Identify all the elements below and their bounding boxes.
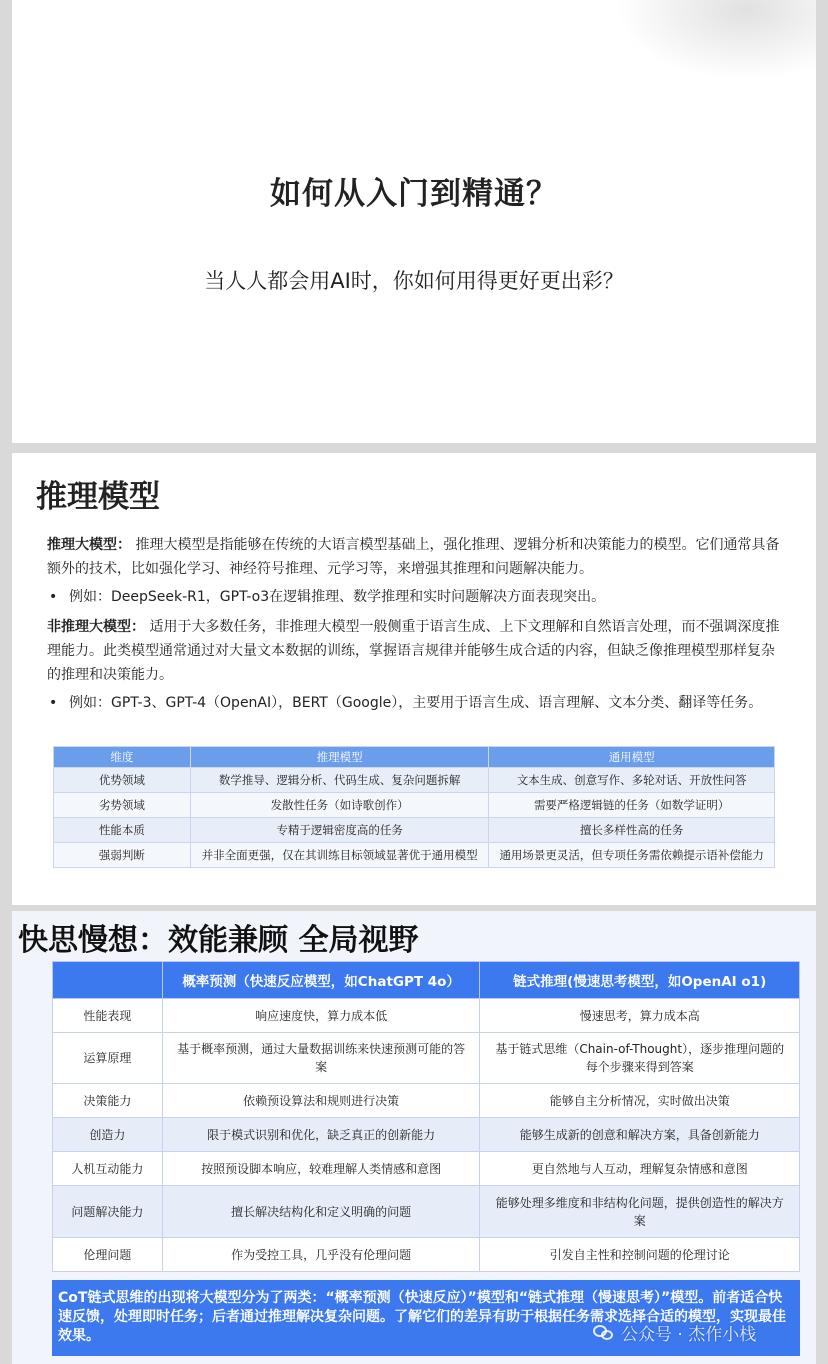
table-row: [53, 999, 800, 1033]
table-row: [53, 1186, 800, 1238]
table-header: 概率预测（快速反应模型，如ChatGPT 4o）: [162, 962, 480, 999]
table-cell: 性能表现: [53, 999, 163, 1033]
table-header: [53, 962, 163, 999]
table-cell: 基于概率预测，通过大量数据训练来快速预测可能的答案: [162, 1033, 480, 1084]
table-row: [54, 843, 775, 868]
slide-body: [47, 533, 787, 721]
summary-box: CoT链式思维的出现将大模型分为了两类：“概率预测（快速反应）”模型和“链式推理（慢速思考）”模型。前者适合快速反馈，处理即时任务；后者通过推理解决复杂问题。了解它们的差异有助于根据任务需求选择合适的模型，实现最佳效果。: [52, 1280, 800, 1356]
cover-subtitle: 当人人都会用AI时，你如何用得更好更出彩？: [204, 269, 624, 293]
reasoning-example: [47, 585, 787, 609]
table-cell: 限于模式识别和优化，缺乏真正的创新能力: [162, 1118, 480, 1152]
table-cell: 性能本质: [54, 818, 191, 843]
slide-cover: [12, 0, 816, 443]
table-cell: 数学推导、逻辑分析、代码生成、复杂问题拆解: [190, 768, 489, 793]
nonreasoning-example-text: 例如：GPT-3、GPT-4（OpenAI），BERT（Google），主要用于语言生成、语言理解、文本分类、翻译等任务。: [69, 695, 763, 711]
table-cell: 引发自主性和控制问题的伦理讨论: [480, 1238, 800, 1272]
table-row: [53, 1152, 800, 1186]
table-cell: 运算原理: [53, 1033, 163, 1084]
table-cell: 并非全面更强，仅在其训练目标领域显著优于通用模型: [190, 843, 489, 868]
table-header: 通用模型: [489, 747, 775, 768]
table-header-row: [53, 962, 800, 999]
table-cell: 优势领域: [54, 768, 191, 793]
slide-title: 推理模型: [36, 479, 160, 515]
corner-decoration: [616, 0, 816, 80]
table-cell: 能够生成新的创意和解决方案，具备创新能力: [480, 1118, 800, 1152]
cover-title: 如何从入门到精通？: [270, 176, 558, 212]
table-header: 链式推理(慢速思考模型，如OpenAI o1): [480, 962, 800, 999]
bullet-dot: •: [49, 695, 58, 711]
table-cell: 依赖预设算法和规则进行决策: [162, 1084, 480, 1118]
table-header: 维度: [54, 747, 191, 768]
wechat-icon: [593, 1324, 615, 1342]
nonreasoning-example: [47, 691, 787, 715]
table-cell: 劣势领域: [54, 793, 191, 818]
slide-fast-slow-thinking: [12, 911, 816, 1364]
table-header: 推理模型: [190, 747, 489, 768]
reasoning-label: 推理大模型：: [47, 537, 131, 553]
nonreasoning-text: 适用于大多数任务，非推理大模型一般侧重于语言生成、上下文理解和自然语言处理，而不强调深度推理能力。此类模型通常通过对大量文本数据的训练，掌握语言规律并能够生成合适的内容，但缺乏像推理模型那样复杂的推理和决策能力。: [47, 619, 780, 683]
nonreasoning-label: 非推理大模型：: [47, 619, 145, 635]
slide-title: 快思慢想：效能兼顾 全局视野: [18, 923, 419, 958]
thinking-comparison-table: [52, 961, 800, 1272]
table-cell: 能够处理多维度和非结构化问题，提供创造性的解决方案: [480, 1186, 800, 1238]
table-row: [54, 768, 775, 793]
table-cell: 需要严格逻辑链的任务（如数学证明）: [489, 793, 775, 818]
table-cell: 伦理问题: [53, 1238, 163, 1272]
watermark-text: 公众号 · 杰作小栈: [621, 1325, 757, 1345]
slide-reasoning-models: [12, 453, 816, 905]
table-cell: 响应速度快，算力成本低: [162, 999, 480, 1033]
table-cell: 文本生成、创意写作、多轮对话、开放性问答: [489, 768, 775, 793]
reasoning-example-text: 例如：DeepSeek-R1，GPT-o3在逻辑推理、数学推理和实时问题解决方面表现突出。: [69, 589, 606, 605]
comparison-table: [53, 746, 775, 868]
table-cell: 通用场景更灵活，但专项任务需依赖提示语补偿能力: [489, 843, 775, 868]
table-cell: 人机互动能力: [53, 1152, 163, 1186]
table-cell: 发散性任务（如诗歌创作）: [190, 793, 489, 818]
table-row: [54, 818, 775, 843]
table-cell: 擅长多样性高的任务: [489, 818, 775, 843]
table-row: [53, 1084, 800, 1118]
table-row: [53, 1118, 800, 1152]
reasoning-paragraph: [47, 533, 787, 581]
table-cell: 擅长解决结构化和定义明确的问题: [162, 1186, 480, 1238]
watermark: [593, 1320, 756, 1345]
table-cell: 基于链式思维（Chain-of-Thought），逐步推理问题的每个步骤来得到答案: [480, 1033, 800, 1084]
table-cell: 能够自主分析情况，实时做出决策: [480, 1084, 800, 1118]
table-cell: 专精于逻辑密度高的任务: [190, 818, 489, 843]
table-cell: 强弱判断: [54, 843, 191, 868]
table-row: [53, 1033, 800, 1084]
table-row: [53, 1238, 800, 1272]
table-cell: 慢速思考，算力成本高: [480, 999, 800, 1033]
table-row: [54, 793, 775, 818]
reasoning-text: 推理大模型是指能够在传统的大语言模型基础上，强化推理、逻辑分析和决策能力的模型。它们通常具备额外的技术，比如强化学习、神经符号推理、元学习等，来增强其推理和问题解决能力。: [47, 537, 780, 577]
table-cell: 创造力: [53, 1118, 163, 1152]
table-cell: 作为受控工具，几乎没有伦理问题: [162, 1238, 480, 1272]
bullet-dot: •: [49, 589, 58, 605]
nonreasoning-paragraph: [47, 615, 787, 687]
table-cell: 问题解决能力: [53, 1186, 163, 1238]
table-cell: 按照预设脚本响应，较难理解人类情感和意图: [162, 1152, 480, 1186]
table-header-row: [54, 747, 775, 768]
table-cell: 更自然地与人互动，理解复杂情感和意图: [480, 1152, 800, 1186]
table-cell: 决策能力: [53, 1084, 163, 1118]
